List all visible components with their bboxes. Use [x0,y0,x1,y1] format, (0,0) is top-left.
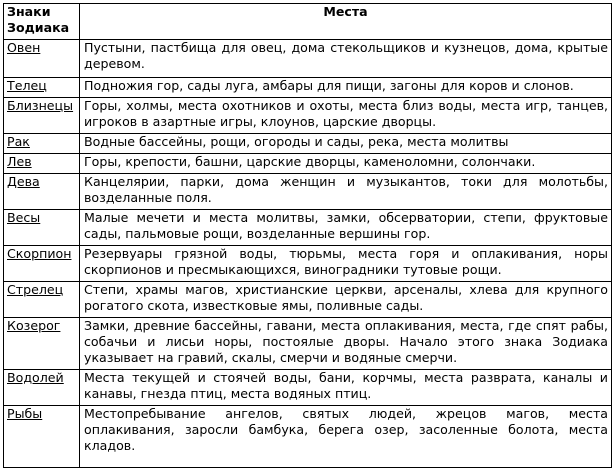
header-places: Места [80,4,612,40]
table-row [4,406,612,468]
table-row [4,40,612,78]
sign-cell: Весы [4,210,80,246]
sign-cell: Водолей [4,370,80,406]
table-row [4,98,612,134]
sign-cell: Дева [4,174,80,210]
table-row [4,174,612,210]
sign-cell: Овен [4,40,80,78]
places-cell: Канцелярии, парки, дома женщин и музыкантов, токи для молотьбы, возделанные поля. [80,174,612,210]
table-row [4,370,612,406]
places-cell: Горы, крепости, башни, царские дворцы, каменоломни, солончаки. [80,154,612,174]
table-row [4,210,612,246]
places-cell: Горы, холмы, места охотников и охоты, места близ воды, места игр, танцев, игроков в азартные игры, клоунов, царские дворцы. [80,98,612,134]
table-row [4,78,612,98]
sign-cell: Скорпион [4,246,80,282]
table-row [4,154,612,174]
sign-cell: Лев [4,154,80,174]
table-row [4,246,612,282]
zodiac-places-table [3,3,612,468]
places-cell: Замки, древние бассейны, гавани, места оплакивания, места, где спят рабы, собачьи и лисьи норы, постоялые дворы. Начало этого знака Зодиака указывает на гравий, скалы, смерчи и водяные смерчи. [80,318,612,370]
sign-cell: Телец [4,78,80,98]
places-cell: Резервуары грязной воды, тюрьмы, места горя и оплакивания, норы скорпионов и пресмыкающихся, виноградники тутовые рощи. [80,246,612,282]
sign-cell: Рыбы [4,406,80,468]
places-cell: Места текущей и стоячей воды, бани, корчмы, места разврата, каналы и канавы, гнезда птиц, места водяных птиц. [80,370,612,406]
sign-cell: Стрелец [4,282,80,318]
places-cell: Подножия гор, сады луга, амбары для пищи, загоны для коров и слонов. [80,78,612,98]
places-cell: Пустыни, пастбища для овец, дома стекольщиков и кузнецов, дома, крытые деревом. [80,40,612,78]
table-row [4,282,612,318]
places-cell: Степи, храмы магов, христианские церкви, арсеналы, хлева для крупного рогатого скота, известковые ямы, поливные сады. [80,282,612,318]
sign-cell: Козерог [4,318,80,370]
table-row [4,318,612,370]
header-signs: Знаки Зодиака [4,4,80,40]
places-cell: Малые мечети и места молитвы, замки, обсерватории, степи, фруктовые сады, пальмовые рощи, возделанные вершины гор. [80,210,612,246]
table-header-row [4,4,612,40]
sign-cell: Рак [4,134,80,154]
table-row [4,134,612,154]
places-cell: Водные бассейны, рощи, огороды и сады, река, места молитвы [80,134,612,154]
places-cell: Местопребывание ангелов, святых людей, жрецов магов, места оплакивания, заросли бамбука, берега озер, засоленные болота, места кладов. [80,406,612,468]
sign-cell: Близнецы [4,98,80,134]
zodiac-places-document [3,3,612,468]
